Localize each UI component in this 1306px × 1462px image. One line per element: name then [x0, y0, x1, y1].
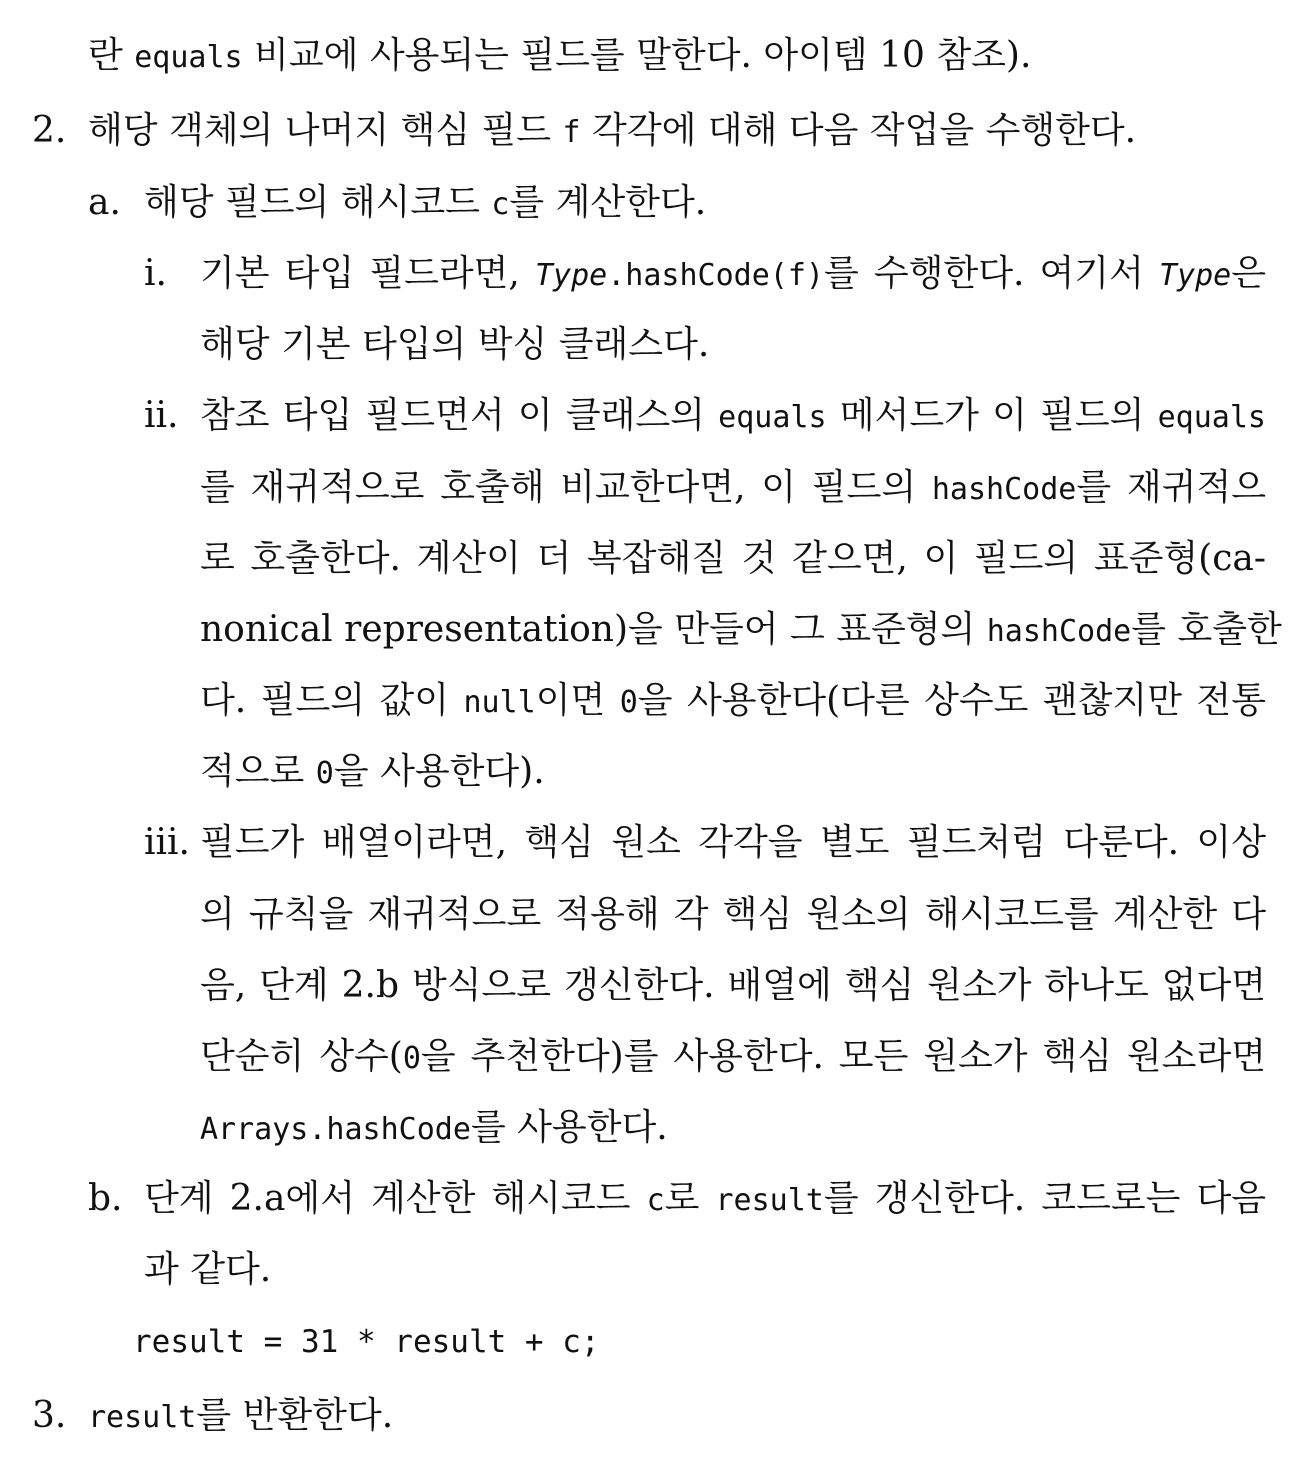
text-line — [144, 182, 707, 223]
text-segment: 단계 2.a에서 계산한 해시코드 — [144, 1178, 647, 1219]
text-segment: 를 호출한 — [1131, 609, 1282, 650]
text-line — [200, 253, 1266, 294]
inline-code: Type — [534, 258, 608, 293]
inline-code: 0 — [402, 1041, 421, 1076]
text-line: 의 규칙을 재귀적으로 적용해 각 핵심 원소의 해시코드를 계산한 다 — [200, 894, 1266, 935]
text-line — [88, 1395, 394, 1436]
list-letter: a. — [88, 182, 121, 223]
text-segment: 를 수행한다. 여기서 — [823, 253, 1159, 294]
text-segment: 를 사용한다. — [470, 1107, 668, 1148]
text-segment: 로 — [664, 1178, 716, 1219]
text-line: 로 호출한다. 계산이 더 복잡해질 것 같으면, 이 필드의 표준형(ca- — [200, 538, 1266, 579]
inline-code: equals — [1157, 400, 1266, 435]
text-segment: 란 — [88, 35, 135, 76]
inline-code: Arrays.hashCode — [200, 1112, 471, 1147]
inline-code: equals — [134, 40, 243, 75]
text-line — [200, 1107, 668, 1148]
text-segment: 메서드가 이 필드의 — [826, 395, 1158, 436]
text-segment: 를 재귀적으 — [1076, 467, 1266, 508]
inline-code: 0 — [619, 685, 638, 720]
list-roman: iii. — [144, 822, 190, 863]
text-segment: 단순히 상수( — [200, 1036, 403, 1077]
text-segment: 참조 타입 필드면서 이 클래스의 — [200, 395, 719, 436]
inline-code: hashCode — [986, 614, 1132, 649]
text-line — [200, 609, 1282, 650]
list-letter: b. — [88, 1178, 123, 1219]
text-segment: 을 사용한다(다른 상수도 괜찮지만 전통 — [637, 680, 1266, 721]
list-roman: i. — [144, 253, 167, 294]
text-line: 필드가 배열이라면, 핵심 원소 각각을 별도 필드처럼 다룬다. 이상 — [200, 822, 1266, 863]
inline-code: c — [646, 1183, 665, 1218]
text-segment: 은 — [1231, 253, 1266, 294]
text-segment: 을 추천한다)를 사용한다. 모든 원소가 핵심 원소라면 — [420, 1036, 1267, 1077]
text-segment: 다. 필드의 값이 — [200, 680, 464, 721]
list-number: 3. — [32, 1395, 67, 1436]
inline-code: 0 — [315, 756, 334, 791]
text-line: 음, 단계 2.b 방식으로 갱신한다. 배열에 핵심 원소가 하나도 없다면 — [200, 965, 1266, 1006]
inline-code: c — [491, 187, 510, 222]
text-segment: 적으로 — [200, 751, 316, 792]
text-segment: nonical representation)을 만들어 그 표준형의 — [200, 609, 987, 650]
text-line — [88, 110, 1137, 151]
text-line — [200, 395, 1266, 436]
text-line — [144, 1178, 1267, 1219]
text-segment: 을 사용한다). — [333, 751, 545, 792]
text-segment: 를 갱신한다. 코드로는 다음 — [823, 1178, 1267, 1219]
inline-code: hashCode — [931, 472, 1077, 507]
text-segment: 해당 객체의 나머지 핵심 필드 — [88, 110, 563, 151]
inline-code: result — [88, 1400, 197, 1435]
code-block: result = 31 * result + c; — [133, 1324, 600, 1360]
inline-code: .hashCode(f) — [607, 258, 824, 293]
text-segment: 를 재귀적으로 호출해 비교한다면, 이 필드의 — [200, 467, 932, 508]
list-number: 2. — [32, 110, 67, 151]
text-line — [200, 680, 1266, 721]
text-line — [200, 1036, 1267, 1077]
inline-code: Type — [1158, 258, 1232, 293]
inline-code: null — [463, 685, 536, 720]
inline-code: equals — [718, 400, 827, 435]
inline-code: f — [562, 115, 581, 150]
text-line — [200, 751, 545, 792]
text-line — [88, 35, 1032, 76]
text-segment: 를 계산한다. — [509, 182, 707, 223]
inline-code: result — [715, 1183, 824, 1218]
text-segment: 해당 필드의 해시코드 — [144, 182, 492, 223]
list-roman: ii. — [144, 395, 179, 436]
text-segment: 를 반환한다. — [196, 1395, 394, 1436]
text-segment: 각각에 대해 다음 작업을 수행한다. — [580, 110, 1137, 151]
text-line: 해당 기본 타입의 박싱 클래스다. — [200, 324, 710, 365]
text-line: 과 같다. — [144, 1249, 272, 1290]
text-segment: 비교에 사용되는 필드를 말한다. 아이템 10 참조). — [242, 35, 1032, 76]
text-segment: 기본 타입 필드라면, — [200, 253, 535, 294]
text-line — [200, 467, 1266, 508]
text-segment: 이면 — [535, 680, 620, 721]
